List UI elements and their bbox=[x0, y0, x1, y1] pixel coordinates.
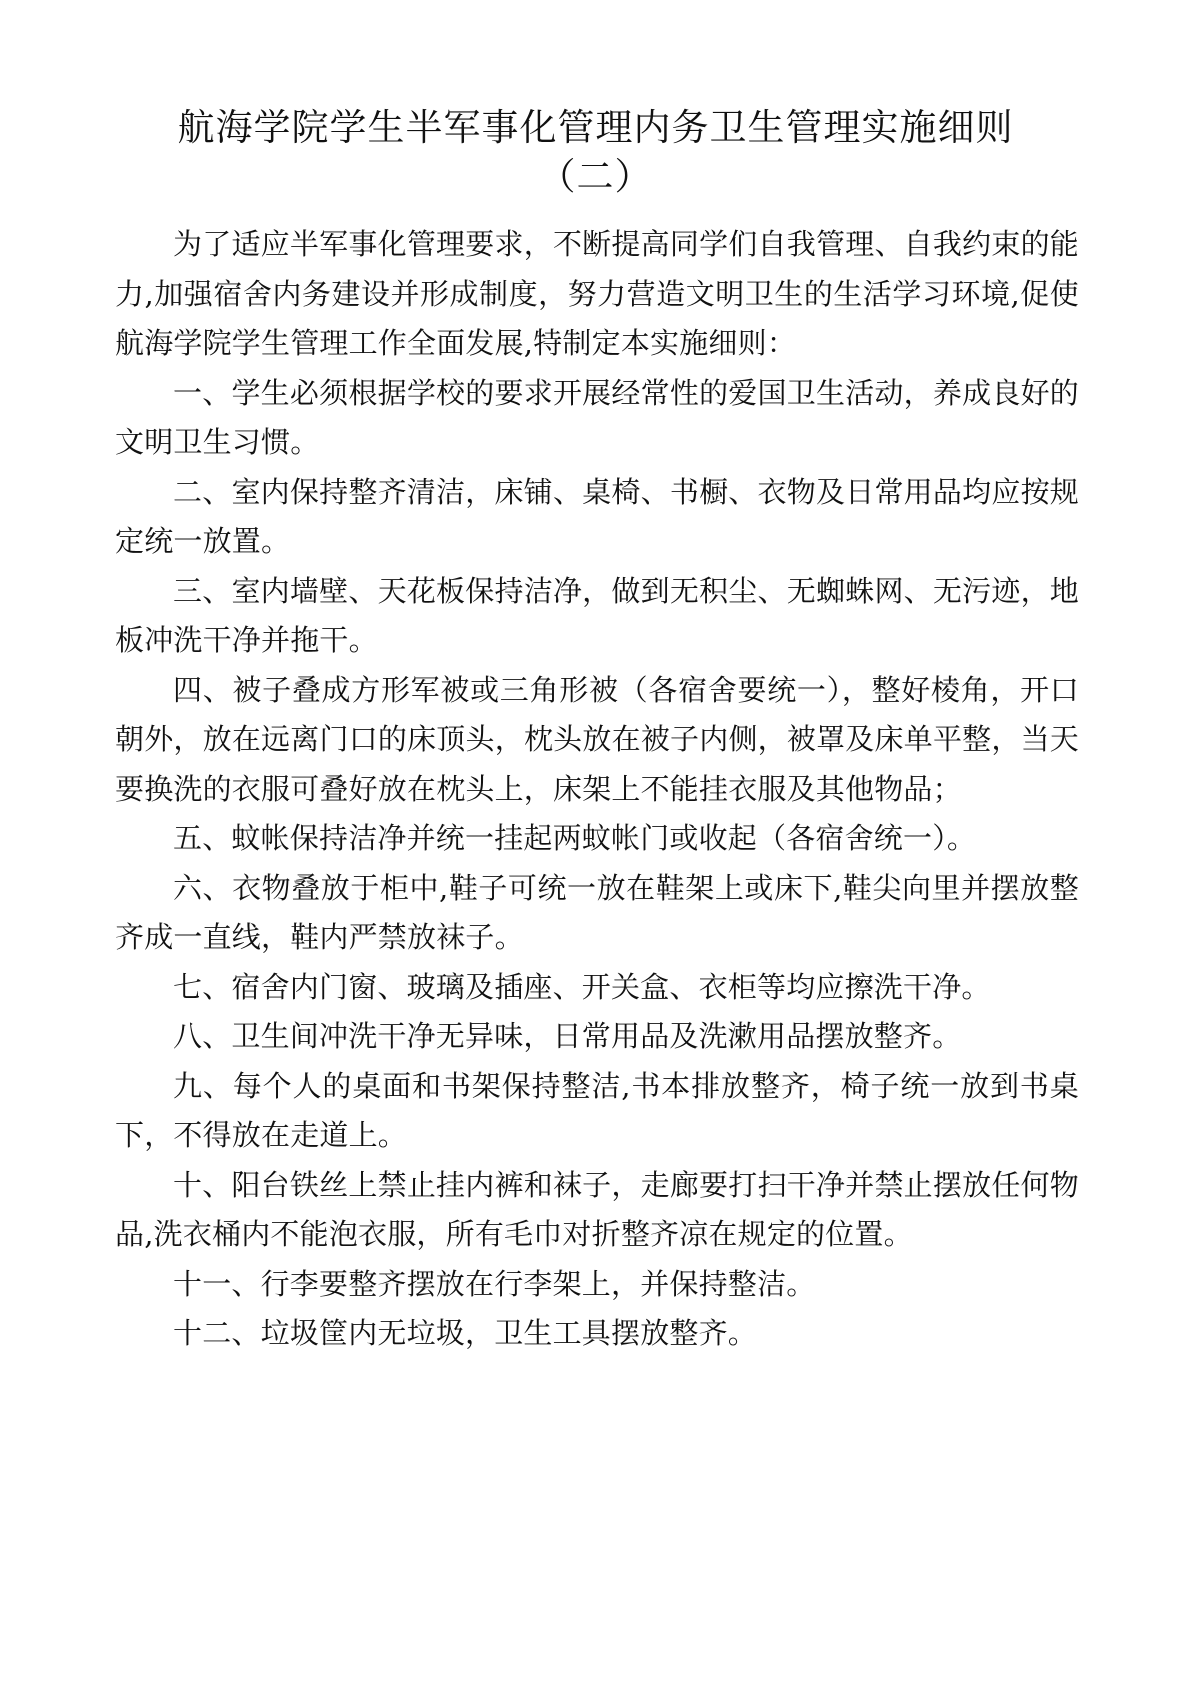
rule-paragraph-11: 十一、行李要整齐摆放在行李架上，并保持整洁。 bbox=[173, 1266, 816, 1301]
rule-paragraph-1: 一、学生必须根据学校的要求开展经常性的爱国卫生活动，养成良好的文明卫生习惯。 bbox=[115, 375, 1079, 459]
intro-paragraph: 为了适应半军事化管理要求，不断提高同学们自我管理、自我约束的能力,加强宿舍内务建设并形成制度，努力营造文明卫生的生活学习环境,促使航海学院学生管理工作全面发展,特制定本实施细则： bbox=[115, 227, 1079, 360]
rule-paragraph-8: 八、卫生间冲洗干净无异味，日常用品及洗漱用品摆放整齐。 bbox=[173, 1019, 962, 1053]
document-subtitle: （二） bbox=[538, 155, 653, 198]
rule-paragraph-6: 六、衣物叠放于柜中,鞋子可统一放在鞋架上或床下,鞋尖向里并摆放整齐成一直线，鞋内严禁放袜子。 bbox=[115, 870, 1079, 954]
rule-paragraph-2: 二、室内保持整齐清洁，床铺、桌椅、书橱、衣物及日常用品均应按规定统一放置。 bbox=[115, 474, 1079, 558]
rule-paragraph-12: 十二、垃圾筐内无垃圾，卫生工具摆放整齐。 bbox=[173, 1316, 758, 1350]
rule-paragraph-10: 十、阳台铁丝上禁止挂内裤和袜子，走廊要打扫干净并禁止摆放任何物品,洗衣桶内不能泡衣服，所有毛巾对折整齐凉在规定的位置。 bbox=[115, 1167, 1079, 1251]
rule-paragraph-9: 九、每个人的桌面和书架保持整洁,书本排放整齐，椅子统一放到书桌下，不得放在走道上。 bbox=[115, 1068, 1079, 1152]
rule-paragraph-5: 五、蚊帐保持洁净并统一挂起两蚊帐门或收起（各宿舍统一）。 bbox=[173, 821, 977, 855]
document-body bbox=[115, 220, 1079, 1359]
rule-paragraph-3: 三、室内墙壁、天花板保持洁净，做到无积尘、无蜘蛛网、无污迹，地板冲洗干净并拖干。 bbox=[115, 573, 1079, 657]
rule-paragraph-7: 七、宿舍内门窗、玻璃及插座、开关盒、衣柜等均应擦洗干净。 bbox=[173, 969, 991, 1004]
rule-paragraph-4: 四、被子叠成方形军被或三角形被（各宿舍要统一），整好棱角，开口朝外，放在远离门口的床顶头，枕头放在被子内侧，被罩及床单平整，当天要换洗的衣服可叠好放在枕头上，床架上不能挂衣服及其他物品； bbox=[115, 672, 1079, 806]
document-title: 航海学院学生半军事化管理内务卫生管理实施细则 bbox=[177, 106, 1014, 149]
